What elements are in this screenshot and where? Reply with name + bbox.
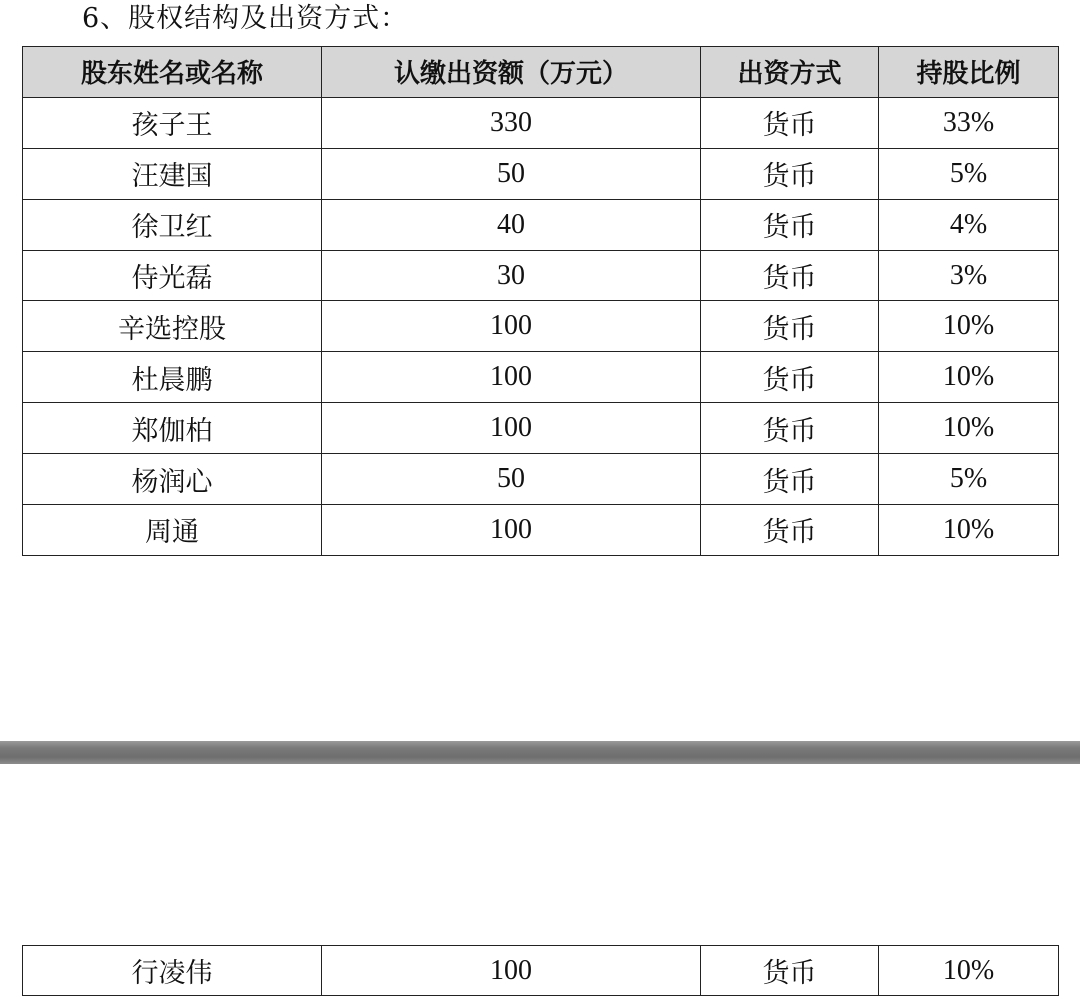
- table-row: [23, 148, 1059, 199]
- cell-amount: 100: [322, 946, 701, 996]
- cell-method: 货币: [701, 946, 879, 996]
- cell-amount: 40: [322, 199, 701, 250]
- cell-ratio: 5%: [879, 148, 1059, 199]
- cell-ratio: 3%: [879, 250, 1059, 301]
- shareholder-table-continued: [22, 945, 1059, 996]
- cell-ratio: 10%: [879, 403, 1059, 454]
- cell-amount: 50: [322, 454, 701, 505]
- cell-name: 汪建国: [23, 148, 322, 199]
- cell-ratio: 10%: [879, 301, 1059, 352]
- cell-name: 周通: [23, 505, 322, 556]
- cell-method: 货币: [701, 505, 879, 556]
- table-row: [23, 301, 1059, 352]
- table-row: [23, 505, 1059, 556]
- cell-amount: 30: [322, 250, 701, 301]
- cell-name: 徐卫红: [23, 199, 322, 250]
- table-header-row: [23, 47, 1059, 98]
- table-row: [23, 352, 1059, 403]
- cell-amount: 100: [322, 403, 701, 454]
- header-contribution-method: 出资方式: [701, 47, 879, 98]
- cell-method: 货币: [701, 352, 879, 403]
- cell-name: 辛选控股: [23, 301, 322, 352]
- cell-method: 货币: [701, 148, 879, 199]
- table-row: [23, 454, 1059, 505]
- cell-name: 侍光磊: [23, 250, 322, 301]
- cell-name: 孩子王: [23, 97, 322, 148]
- cell-method: 货币: [701, 199, 879, 250]
- table-row: [23, 946, 1059, 996]
- cell-ratio: 10%: [879, 946, 1059, 996]
- cell-method: 货币: [701, 454, 879, 505]
- cell-ratio: 10%: [879, 352, 1059, 403]
- table-row: [23, 199, 1059, 250]
- cell-name: 杨润心: [23, 454, 322, 505]
- cell-ratio: 4%: [879, 199, 1059, 250]
- cell-name: 行凌伟: [23, 946, 322, 996]
- cell-name: 郑伽柏: [23, 403, 322, 454]
- header-share-ratio: 持股比例: [879, 47, 1059, 98]
- header-shareholder-name: 股东姓名或名称: [23, 47, 322, 98]
- cell-name: 杜晨鹏: [23, 352, 322, 403]
- cell-amount: 100: [322, 352, 701, 403]
- shareholder-table: [22, 46, 1059, 556]
- cell-amount: 330: [322, 97, 701, 148]
- cell-amount: 50: [322, 148, 701, 199]
- cell-amount: 100: [322, 505, 701, 556]
- table-row: [23, 97, 1059, 148]
- section-heading: 6、股权结构及出资方式：: [82, 3, 409, 34]
- table-row: [23, 403, 1059, 454]
- cell-ratio: 5%: [879, 454, 1059, 505]
- header-subscribed-capital: 认缴出资额（万元）: [322, 47, 701, 98]
- table-row: [23, 250, 1059, 301]
- page-break-divider: [0, 741, 1080, 764]
- cell-method: 货币: [701, 250, 879, 301]
- cell-method: 货币: [701, 301, 879, 352]
- cell-amount: 100: [322, 301, 701, 352]
- cell-method: 货币: [701, 403, 879, 454]
- cell-ratio: 10%: [879, 505, 1059, 556]
- cell-ratio: 33%: [879, 97, 1059, 148]
- cell-method: 货币: [701, 97, 879, 148]
